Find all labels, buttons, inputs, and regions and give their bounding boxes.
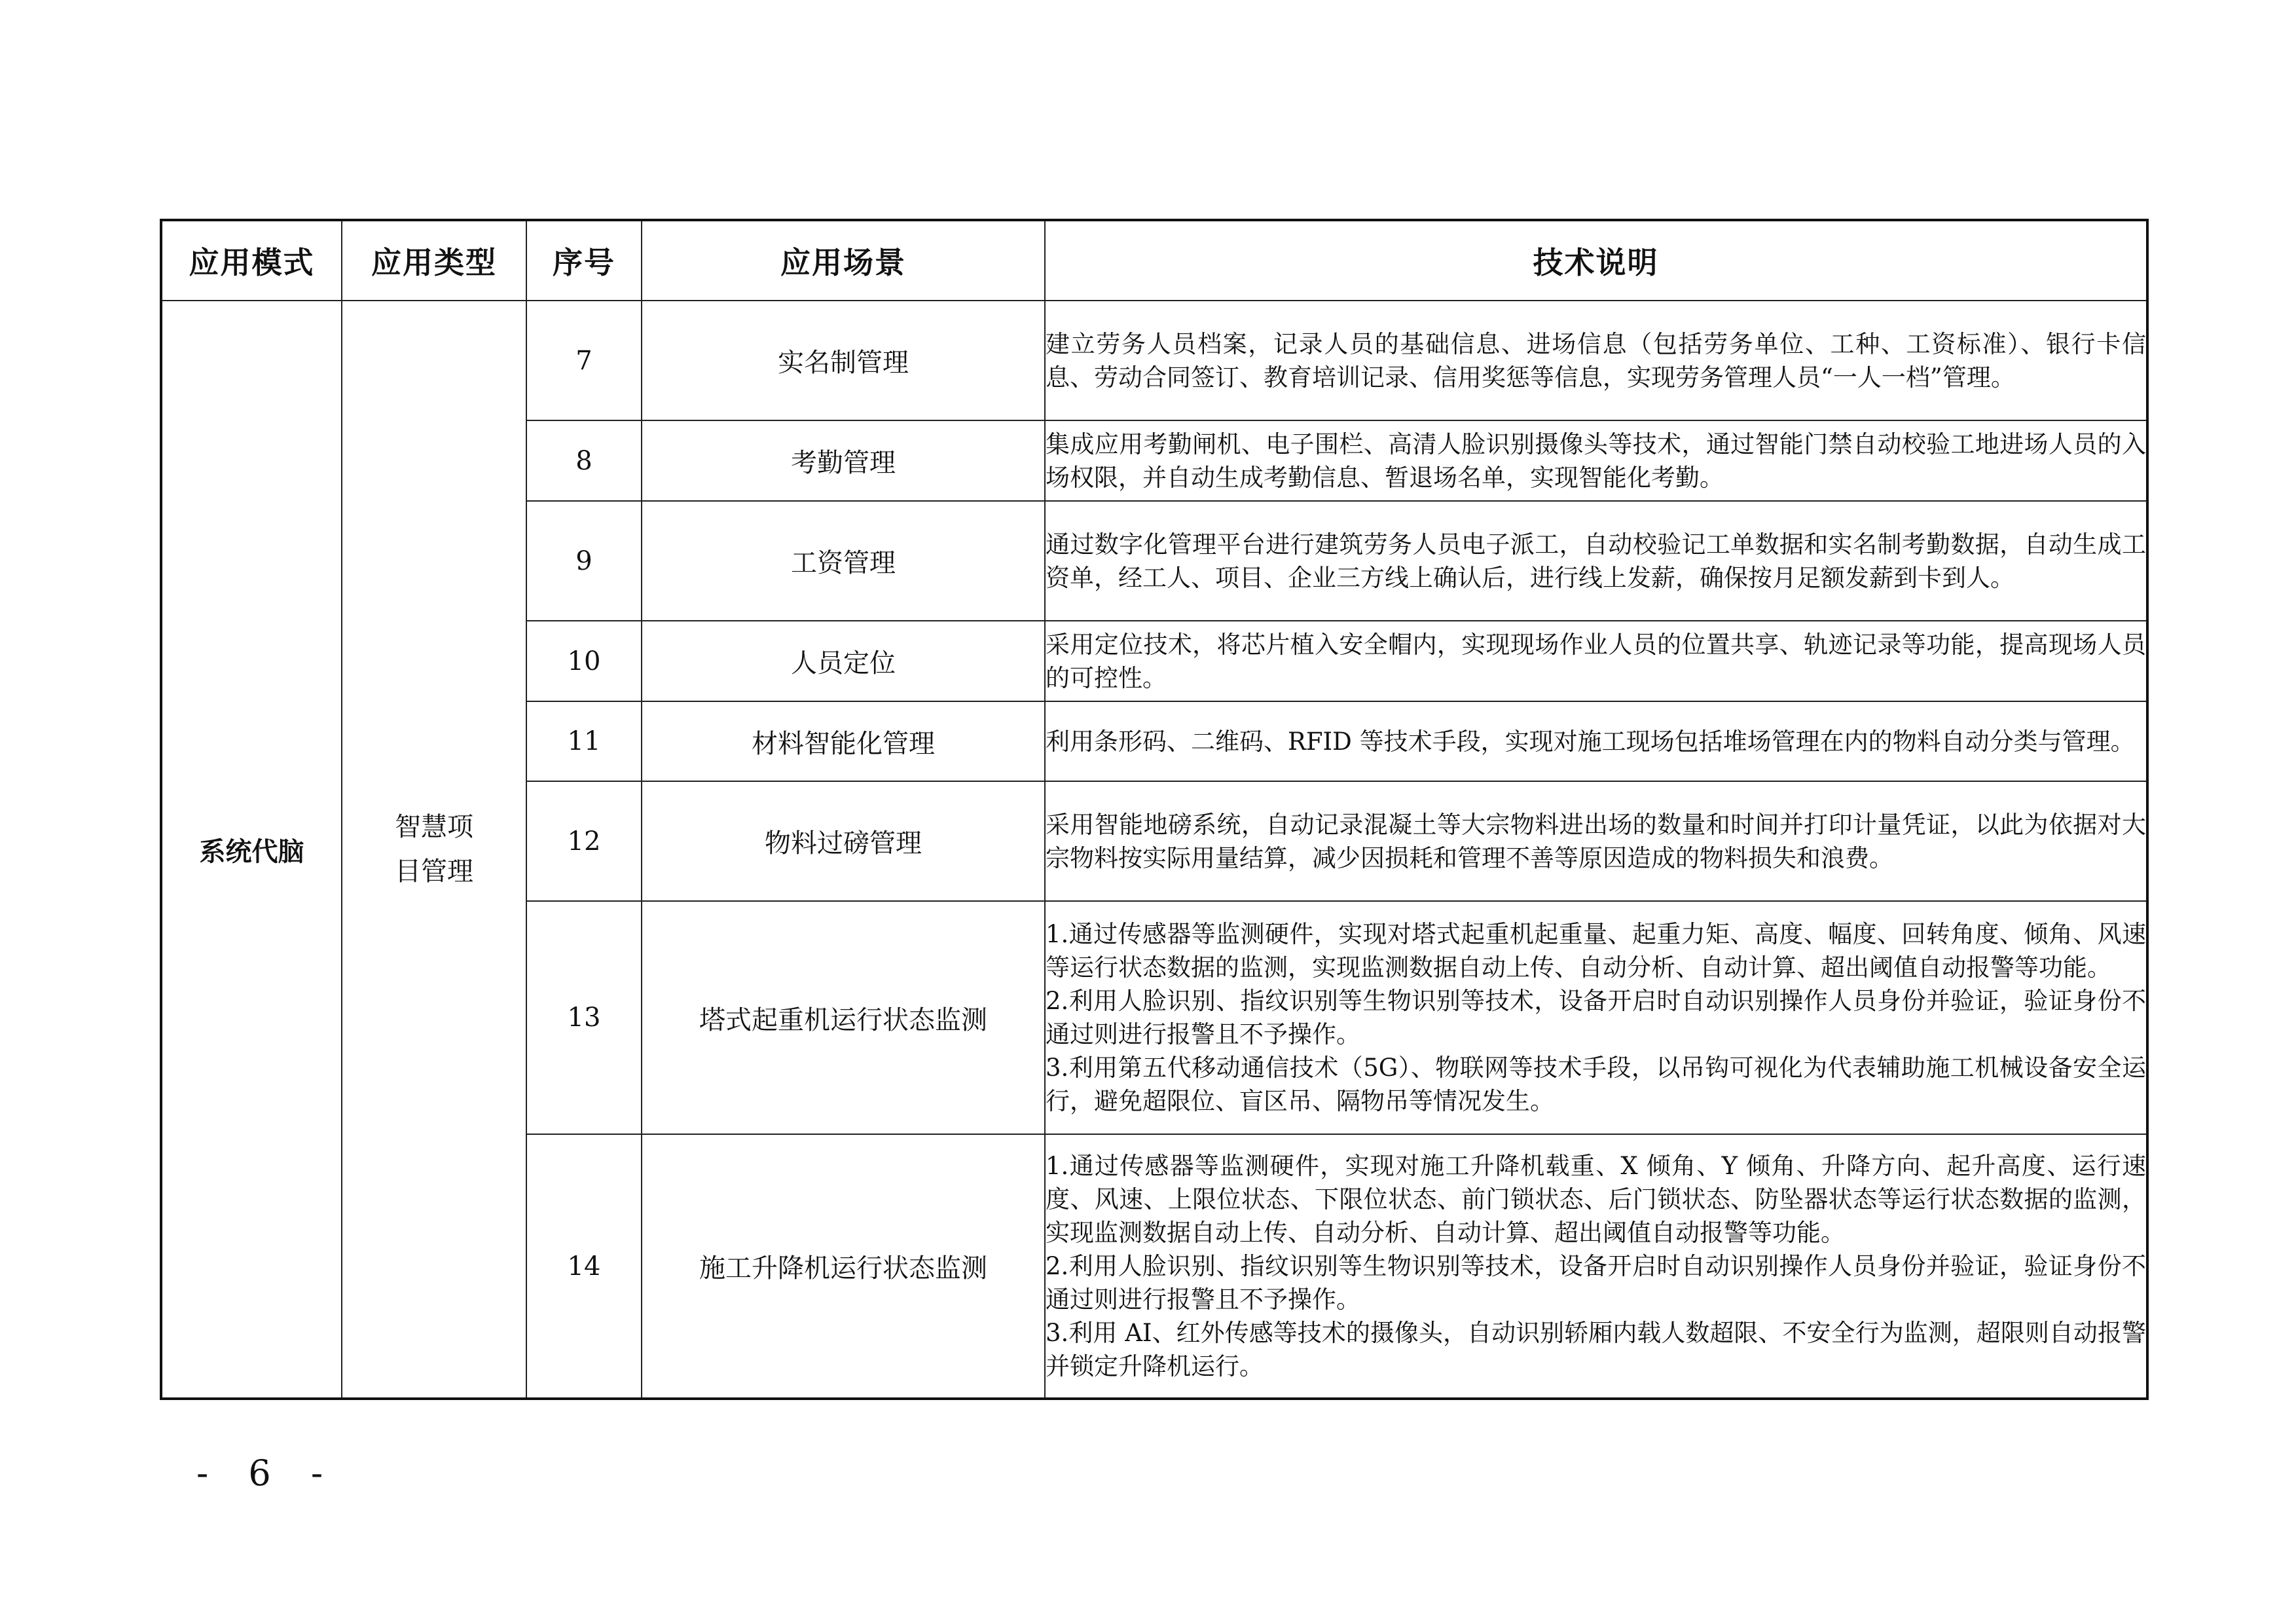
cell-number: 10 <box>526 621 642 701</box>
description-item: 3.利用第五代移动通信技术（5G）、物联网等技术手段，以吊钩可视化为代表辅助施工机械设备安全运行，避免超限位、盲区吊、隔物吊等情况发生。 <box>1046 1054 2146 1115</box>
cell-scene: 考勤管理 <box>642 420 1045 501</box>
table-header-row <box>161 220 2147 301</box>
cell-description: 采用定位技术，将芯片植入安全帽内，实现现场作业人员的位置共享、轨迹记录等功能，提高现场人员的可控性。 <box>1045 621 2147 701</box>
description-item: 3.利用 AI、红外传感等技术的摄像头，自动识别轿厢内载人数超限、不安全行为监测，超限则自动报警并锁定升降机运行。 <box>1046 1319 2146 1380</box>
cell-number: 7 <box>526 301 642 420</box>
description-item: 2.利用人脸识别、指纹识别等生物识别等技术，设备开启时自动识别操作人员身份并验证，验证身份不通过则进行报警且不予操作。 <box>1046 1252 2146 1314</box>
cell-description: 通过数字化管理平台进行建筑劳务人员电子派工，自动校验记工单数据和实名制考勤数据，自动生成工资单，经工人、项目、企业三方线上确认后，进行线上发薪，确保按月足额发薪到卡到人。 <box>1045 501 2147 621</box>
application-type-label: 智慧项目管理 <box>395 812 473 887</box>
cell-application-type <box>342 301 526 1399</box>
cell-description: 建立劳务人员档案，记录人员的基础信息、进场信息（包括劳务单位、工种、工资标准）、银行卡信息、劳动合同签订、教育培训记录、信用奖惩等信息，实现劳务管理人员“一人一档”管理。 <box>1045 301 2147 420</box>
header-technical-description: 技术说明 <box>1045 220 2147 301</box>
description-item: 1.通过传感器等监测硬件，实现对施工升降机载重、X 倾角、Y 倾角、升降方向、起升高度、运行速度、风速、上限位状态、下限位状态、前门锁状态、后门锁状态、防坠器状态等运行状态数据的监测，实现监测数据自动上传、自动分析、自动计算、超出阈值自动报警等功能。 <box>1046 1152 2146 1247</box>
cell-number: 13 <box>526 901 642 1134</box>
cell-scene: 物料过磅管理 <box>642 781 1045 901</box>
cell-scene: 材料智能化管理 <box>642 701 1045 781</box>
header-application-scene: 应用场景 <box>642 220 1045 301</box>
cell-scene: 工资管理 <box>642 501 1045 621</box>
cell-number: 14 <box>526 1134 642 1399</box>
cell-number: 12 <box>526 781 642 901</box>
header-application-type: 应用类型 <box>342 220 526 301</box>
header-sequence-number: 序号 <box>526 220 642 301</box>
cell-scene: 塔式起重机运行状态监测 <box>642 901 1045 1134</box>
cell-scene: 施工升降机运行状态监测 <box>642 1134 1045 1399</box>
cell-description: 采用智能地磅系统，自动记录混凝土等大宗物料进出场的数量和时间并打印计量凭证，以此为依据对大宗物料按实际用量结算，减少因损耗和管理不善等原因造成的物料损失和浪费。 <box>1045 781 2147 901</box>
cell-scene: 实名制管理 <box>642 301 1045 420</box>
header-application-mode: 应用模式 <box>161 220 342 301</box>
description-item: 1.通过传感器等监测硬件，实现对塔式起重机起重量、起重力矩、高度、幅度、回转角度、倾角、风速等运行状态数据的监测，实现监测数据自动上传、自动分析、自动计算、超出阈值自动报警等功能。 <box>1046 920 2146 982</box>
table-row <box>161 301 2147 420</box>
cell-number: 9 <box>526 501 642 621</box>
cell-number: 11 <box>526 701 642 781</box>
cell-scene: 人员定位 <box>642 621 1045 701</box>
cell-description <box>1045 901 2147 1134</box>
cell-description: 利用条形码、二维码、RFID 等技术手段，实现对施工现场包括堆场管理在内的物料自动分类与管理。 <box>1045 701 2147 781</box>
cell-description: 集成应用考勤闸机、电子围栏、高清人脸识别摄像头等技术，通过智能门禁自动校验工地进场人员的入场权限，并自动生成考勤信息、暂退场名单，实现智能化考勤。 <box>1045 420 2147 501</box>
cell-application-mode: 系统代脑 <box>161 301 342 1399</box>
description-item: 2.利用人脸识别、指纹识别等生物识别等技术，设备开启时自动识别操作人员身份并验证，验证身份不通过则进行报警且不予操作。 <box>1046 987 2146 1048</box>
cell-number: 8 <box>526 420 642 501</box>
application-table <box>160 219 2149 1400</box>
page-number: - 6 - <box>196 1452 338 1494</box>
cell-description <box>1045 1134 2147 1399</box>
